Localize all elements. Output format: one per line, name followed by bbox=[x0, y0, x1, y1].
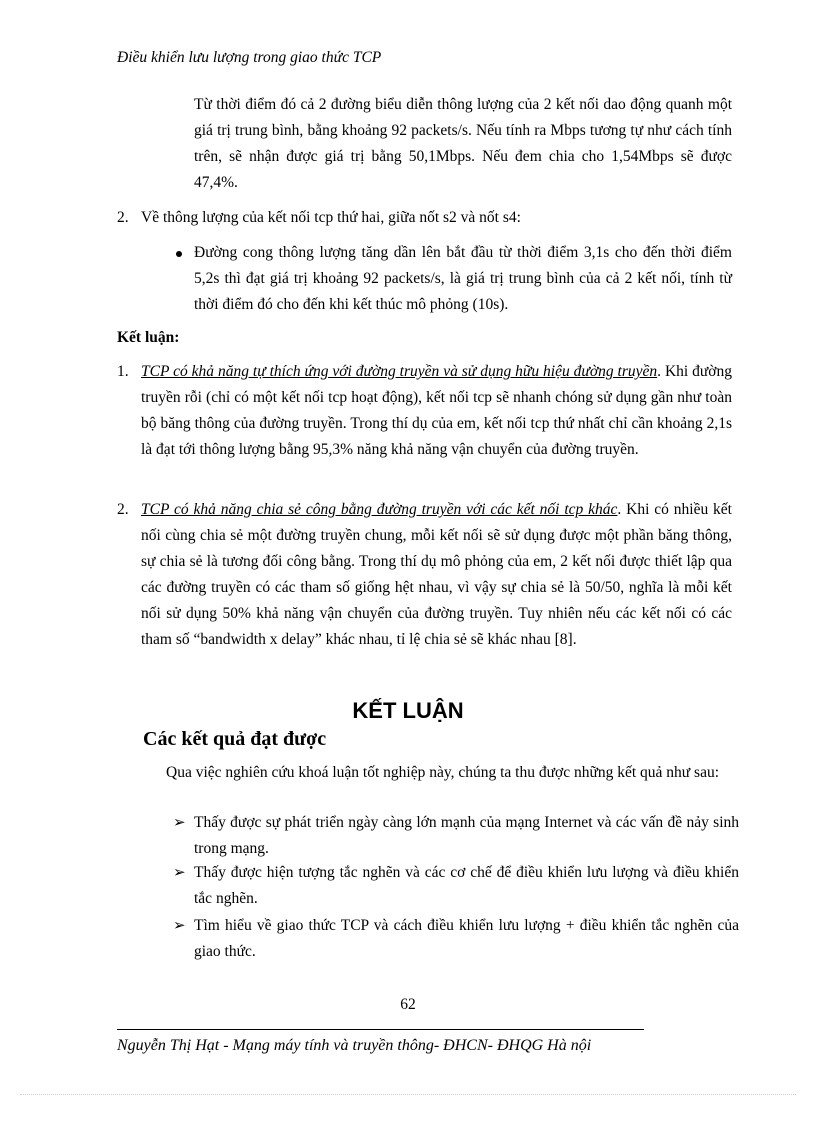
list-number: 2. bbox=[117, 501, 129, 518]
list-item-text: Về thông lượng của kết nối tcp thứ hai, giữa nốt s2 và nốt s4: bbox=[141, 209, 521, 226]
result-item: Thấy được hiện tượng tắc nghẽn và các cơ chế để điều khiển lưu lượng và điều khiển tắc nghẽn. bbox=[194, 864, 739, 907]
conclusion-item-text: . Khi có nhiều kết nối cùng chia sẻ một đường truyền chung, mỗi kết nối sẽ sử dụng được một phần băng thông, sự chia sẻ là tương đối công bằng. Trong thí dụ mô phỏng của em, 2 kết nối được thiết lập qua các đường truyền có các tham số giống hệt nhau, vì vậy sự chia sẻ là 50/50, nghĩa là mỗi kết nối sử dụng 50% khả năng vận chuyển của đường truyền. Tuy nhiên nếu các kết nối có các tham số “bandwidth x delay” khác nhau, tỉ lệ chia sẻ sẽ khác nhau [8]. bbox=[141, 501, 732, 648]
conclusion-item bbox=[141, 359, 732, 463]
result-item: Thấy được sự phát triển ngày càng lớn mạnh của mạng Internet và các vấn đề nảy sinh trong mạng. bbox=[194, 814, 739, 857]
conclusion-item bbox=[141, 497, 732, 653]
arrow-bullet-icon: ➢ bbox=[173, 815, 186, 831]
list-number: 1. bbox=[117, 363, 129, 380]
chapter-title: KẾT LUẬN bbox=[352, 698, 464, 723]
conclusion-item-text: . Khi đường truyền rỗi (chỉ có một kết nối tcp hoạt động), kết nối tcp sẽ nhanh chóng sử dụng gần như toàn bộ băng thông của đường truyền. Trong thí dụ của em, kết nối tcp thứ nhất chỉ cần khoảng 2,1s là đạt tới thông lượng bằng 95,3% năng khả năng vận chuyển của đường truyền. bbox=[141, 363, 732, 458]
conclusion-item-title: TCP có khả năng tự thích ứng với đường truyền và sử dụng hữu hiệu đường truyền bbox=[141, 363, 658, 380]
throughput-paragraph: Từ thời điểm đó cả 2 đường biểu diễn thông lượng của 2 kết nối dao động quanh một giá trị trung bình, bằng khoảng 92 packets/s. Nếu tính ra Mbps tương tự như cách tính trên, sẽ nhận được giá trị bằng 50,1Mbps. Nếu đem chia cho 1,54Mbps sẽ được 47,4%. bbox=[194, 96, 732, 191]
result-item: Tìm hiểu về giao thức TCP và cách điều khiển lưu lượng + điều khiển tắc nghẽn của giao thức. bbox=[194, 917, 739, 960]
bullet-text: Đường cong thông lượng tăng dần lên bắt đầu từ thời điểm 3,1s cho đến thời điểm 5,2s thì đạt giá trị khoảng 92 packets/s, là giá trị trung bình của cả 2 kết nối, tính từ thời điểm đó cho đến khi kết thúc mô phỏng (10s). bbox=[194, 244, 732, 313]
section-title: Các kết quả đạt được bbox=[143, 728, 327, 750]
conclusion-item-title: TCP có khả năng chia sẻ công bằng đường truyền với các kết nối tcp khác bbox=[141, 501, 618, 518]
bullet-icon bbox=[176, 251, 182, 257]
intro-paragraph: Qua việc nghiên cứu khoá luận tốt nghiệp này, chúng ta thu được những kết quả như sau: bbox=[166, 764, 720, 781]
page-header: Điều khiển lưu lượng trong giao thức TCP bbox=[117, 49, 382, 66]
page-number: 62 bbox=[400, 996, 416, 1013]
arrow-bullet-icon: ➢ bbox=[173, 865, 186, 881]
arrow-bullet-icon: ➢ bbox=[173, 918, 186, 934]
conclusion-label: Kết luận: bbox=[117, 329, 180, 346]
list-number: 2. bbox=[117, 209, 129, 226]
page-edge-divider bbox=[20, 1094, 796, 1095]
footer-divider bbox=[117, 1029, 644, 1030]
page-footer: Nguyễn Thị Hạt - Mạng máy tính và truyền thông- ĐHCN- ĐHQG Hà nội bbox=[117, 1037, 592, 1054]
